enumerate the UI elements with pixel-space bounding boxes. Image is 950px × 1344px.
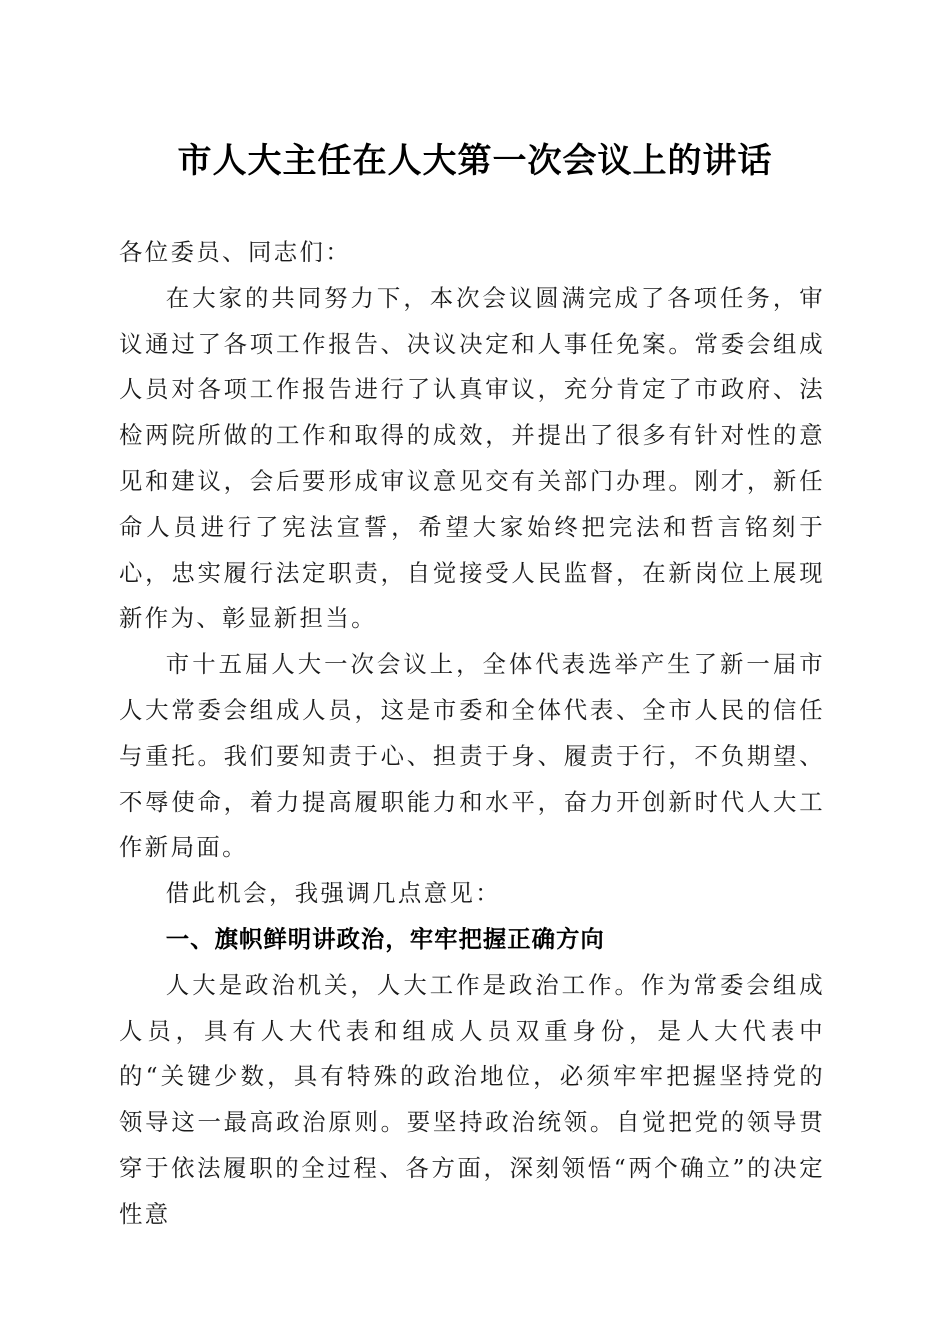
paragraph-opinions-intro: 借此机会，我强调几点意见：: [165, 879, 502, 908]
paragraph-meeting-summary: 在大家的共同努力下，本次会议圆满完成了各项任务，审议通过了各项工作报告、决议决定和人事任免案。常委会组成人员对各项工作报告进行了认真审议，充分肯定了市政府、法检两院所做的工作和取得的成效，并提出了很多有针对性的意见和建议，会后要形成审议意见交有关部门办理。刚才，新任命人员进行了宪法宣誓，希望大家始终把完法和哲言铭刻于心，忠实履行法定职责，自觉接受人民监督，在新岗位上展现新作为、彰显新担当。: [119, 283, 825, 633]
document-title: 市人大主任在人大第一次会议上的讲话: [177, 141, 773, 181]
paragraph-section-one: 人大是政治机关，人大工作是政治工作。作为常委会组成人员，具有人大代表和组成人员双重身份，是人大代表中的“关键少数，具有特殊的政治地位，必须牢牢把握坚持党的领导这一最高政治原则。要坚持政治统领。自觉把党的领导贯穿于依法履职的全过程、各方面，深刻领悟“两个确立”的决定性意: [119, 970, 825, 1228]
document-body: [119, 230, 825, 1238]
paragraph-new-term: 市十五届人大一次会议上，全体代表选举产生了新一届市人大常委会组成人员，这是市委和全体代表、全市人民的信任与重托。我们要知责于心、担责于身、履责于行，不负期望、不辱使命，着力提高履职能力和水平，奋力开创新时代人大工作新局面。: [119, 650, 825, 862]
salutation: 各位委员、同志们：: [119, 238, 352, 266]
section-heading: 一、旗帜鲜明讲政治，牢牢把握正确方向: [165, 924, 605, 953]
